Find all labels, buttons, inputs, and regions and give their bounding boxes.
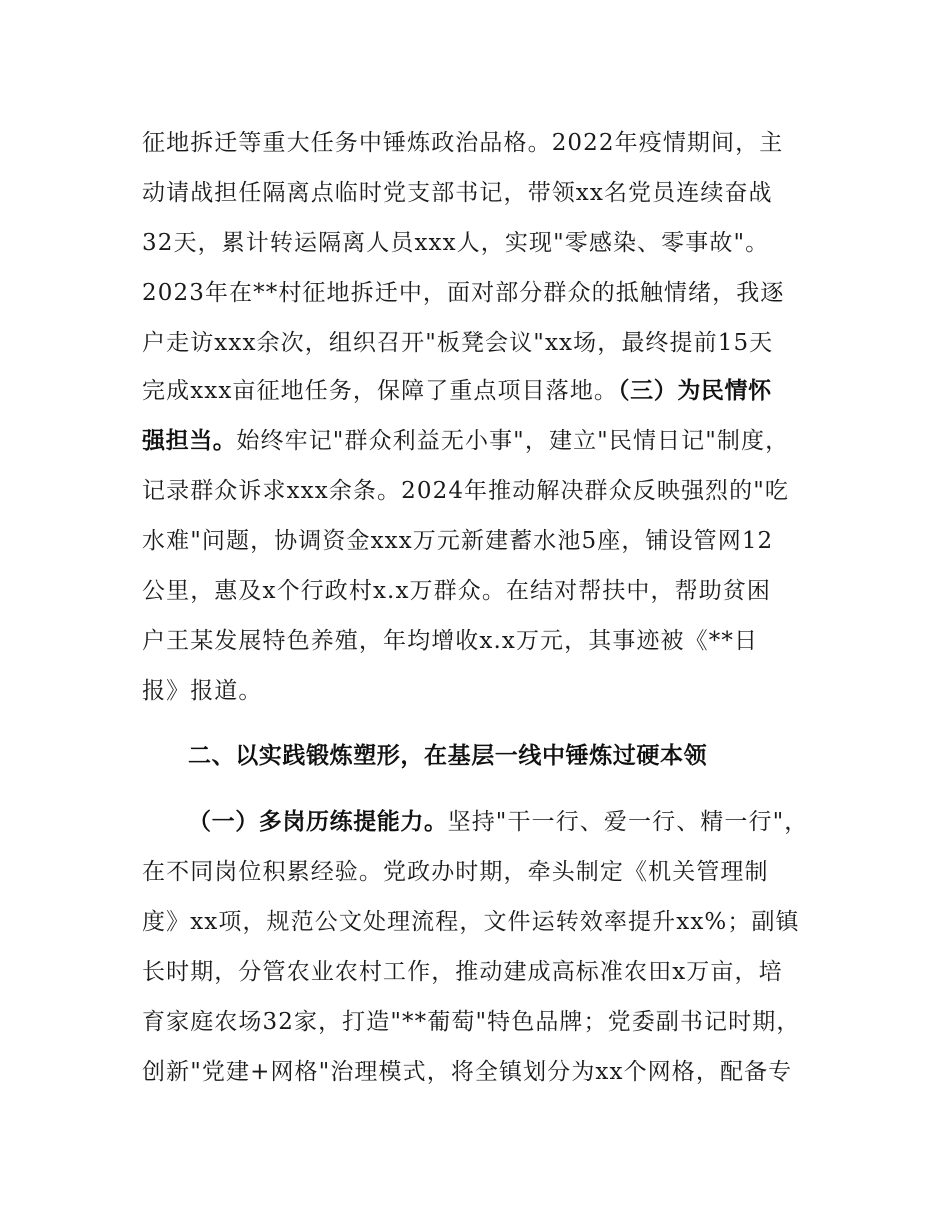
- line-text: 坚持"干一行、爱一行、精一行"，: [447, 809, 809, 835]
- paragraph-line: 公里，惠及x个行政村x.x万群众。在结对帮扶中，帮助贫困: [142, 578, 772, 604]
- paragraph-line: [142, 376, 772, 406]
- paragraph-line: 长时期，分管农业农村工作，推动建成高标准农田x万亩，培: [142, 959, 783, 985]
- paragraph-line: 记录群众诉求xxx余条。2024年推动解决群众反映强烈的"吃: [142, 478, 790, 504]
- paragraph-line: 报》报道。: [142, 678, 263, 704]
- paragraph-line: 2023年在**村征地拆迁中，面对部分群众的抵触情绪，我逐: [142, 280, 785, 306]
- paragraph-line: 在不同岗位积累经验。党政办时期，牵头制定《机关管理制: [142, 859, 769, 885]
- paragraph-line: [188, 807, 808, 837]
- paragraph-line: 户走访xxx余次，组织召开"板凳会议"xx场，最终提前15天: [142, 330, 774, 356]
- subsection-title-part1: （三）为民情怀: [618, 378, 772, 404]
- subsection-title: （一）多岗历练提能力。: [188, 809, 448, 835]
- paragraph-line: 动请战担任隔离点临时党支部书记，带领xx名党员连续奋战: [142, 180, 773, 206]
- paragraph-line: 育家庭农场32家，打造"**葡萄"特色品牌；党委副书记时期，: [142, 1009, 801, 1035]
- paragraph-line: 32天，累计转运隔离人员xxx人，实现"零感染、零事故"。: [142, 230, 770, 256]
- paragraph-line: 度》xx项，规范公文处理流程，文件运转效率提升xx%；副镇: [142, 909, 800, 935]
- section-heading: 二、以实践锻炼塑形，在基层一线中锤炼过硬本领: [188, 743, 708, 769]
- paragraph-line: 水难"问题，协调资金xxx万元新建蓄水池5座，铺设管网12: [142, 528, 774, 554]
- subsection-title-part2: 强担当。: [142, 428, 237, 454]
- paragraph-line: 户王某发展特色养殖，年均增收x.x万元，其事迹被《**日: [142, 628, 759, 654]
- line-text: 始终牢记"群众利益无小事"，建立"民情日记"制度，: [236, 428, 790, 454]
- paragraph-line: 创新"党建+网格"治理模式，将全镇划分为xx个网格，配备专: [142, 1059, 793, 1085]
- line-text: 完成xxx亩征地任务，保障了重点项目落地。: [142, 378, 619, 404]
- paragraph-line: [142, 426, 789, 456]
- paragraph-line: 征地拆迁等重大任务中锤炼政治品格。2022年疫情期间，主: [142, 130, 784, 156]
